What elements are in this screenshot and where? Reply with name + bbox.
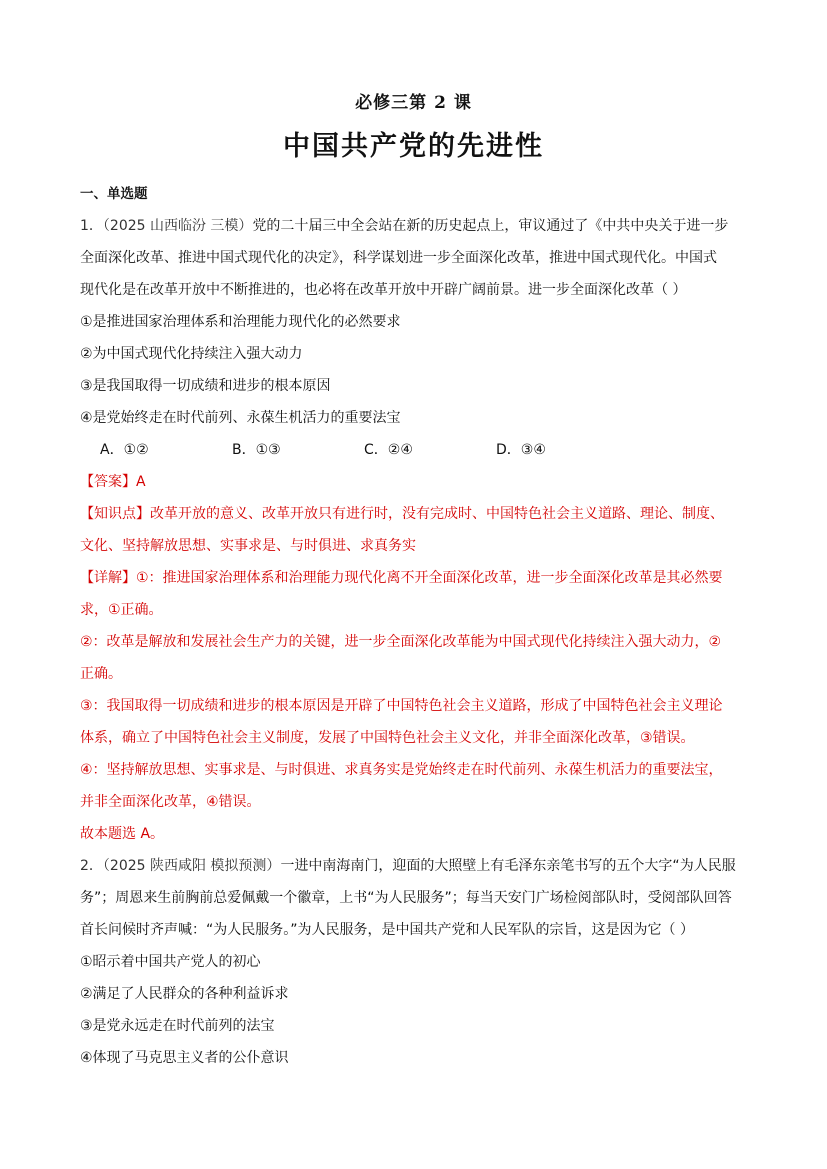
conclusion-line: 故本题选 A。	[80, 826, 165, 842]
question-1-item: ②为中国式现代化持续注入强大动力	[80, 346, 303, 362]
question-2-stem-line: 首长问候时齐声喊：“为人民服务。”为人民服务，是中国共产党和人民军队的宗旨，这是因为它（ ）	[80, 922, 694, 938]
detail-line: 【详解】①：推进国家治理体系和治理能力现代化离不开全面深化改革，进一步全面深化改革是其必然要	[80, 570, 723, 586]
question-2-item: ③是党永远走在时代前列的法宝	[80, 1018, 275, 1034]
detail-line: ②：改革是解放和发展社会生产力的关键，进一步全面深化改革能为中国式现代化持续注入强大动力，②	[80, 634, 722, 650]
question-1-stem-line: 现代化是在改革开放中不断推进的，也必将在改革开放中开辟广阔前景。进一步全面深化改革（ ）	[80, 282, 687, 298]
question-2-stem-line	[80, 850, 750, 882]
question-1-item: ①是推进国家治理体系和治理能力现代化的必然要求	[80, 314, 401, 330]
question-2	[80, 850, 750, 1074]
question-1-item: ③是我国取得一切成绩和进步的根本原因	[80, 378, 331, 394]
question-1-stem-line: 全面深化改革、推进中国式现代化的决定》，科学谋划进一步全面深化改革，推进中国式现代化。中国式	[80, 250, 717, 266]
question-2-stem-text: 一进中南海南门，迎面的大照壁上有毛泽东亲笔书写的五个大字“为人民服	[280, 858, 736, 874]
page-title: 中国共产党的先进性	[283, 131, 544, 162]
question-1-item: ④是党始终走在时代前列、永葆生机活力的重要法宝	[80, 410, 401, 426]
knowledge-point-line: 文化、坚持解放思想、实事求是、与时俱进、求真务实	[80, 538, 416, 554]
answer-line: 【答案】A	[80, 474, 146, 490]
question-2-item: ①昭示着中国共产党人的初心	[80, 954, 261, 970]
detail-line: 体系，确立了中国特色社会主义制度，发展了中国特色社会主义文化，并非全面深化改革，③错误。	[80, 730, 695, 746]
detail-line: ④：坚持解放思想、实事求是、与时俱进、求真务实是党始终走在时代前列、永葆生机活力的重要法宝，	[80, 762, 723, 778]
question-1-stem-line	[80, 210, 750, 242]
question-1	[80, 210, 750, 850]
question-2-stem-line: 务”；周恩来生前胸前总爱佩戴一个徽章，上书“为人民服务”；每当天安门广场检阅部队时，受阅部队回答	[80, 890, 732, 906]
question-1-source: 1．（2025 山西临汾 三模）	[80, 218, 253, 234]
detail-line: 并非全面深化改革，④错误。	[80, 794, 261, 810]
option-a: A．①②	[100, 442, 149, 458]
question-2-item: ②满足了人民群众的各种利益诉求	[80, 986, 289, 1002]
section-heading: 一、单选题	[80, 186, 148, 202]
question-2-item: ④体现了马克思主义者的公仆意识	[80, 1050, 289, 1066]
detail-line: 正确。	[80, 666, 122, 682]
detail-line: 求，①正确。	[80, 602, 163, 618]
lesson-subtitle: 必修三第 2 课	[355, 93, 472, 113]
document-body	[80, 184, 750, 1074]
question-1-stem-text: 党的二十届三中全会站在新的历史起点上，审议通过了《中共中央关于进一步	[252, 218, 729, 234]
option-b: B．①③	[232, 442, 281, 458]
knowledge-point-line: 【知识点】改革开放的意义、改革开放只有进行时，没有完成时、中国特色社会主义道路、理论、制度、	[80, 506, 724, 522]
option-d: D．③④	[496, 442, 546, 458]
question-2-source: 2．（2025 陕西咸阳 模拟预测）	[80, 858, 281, 874]
detail-line: ③：我国取得一切成绩和进步的根本原因是开辟了中国特色社会主义道路，形成了中国特色社会主义理论	[80, 698, 723, 714]
question-1-options	[80, 434, 750, 466]
option-c: C．②④	[364, 442, 413, 458]
